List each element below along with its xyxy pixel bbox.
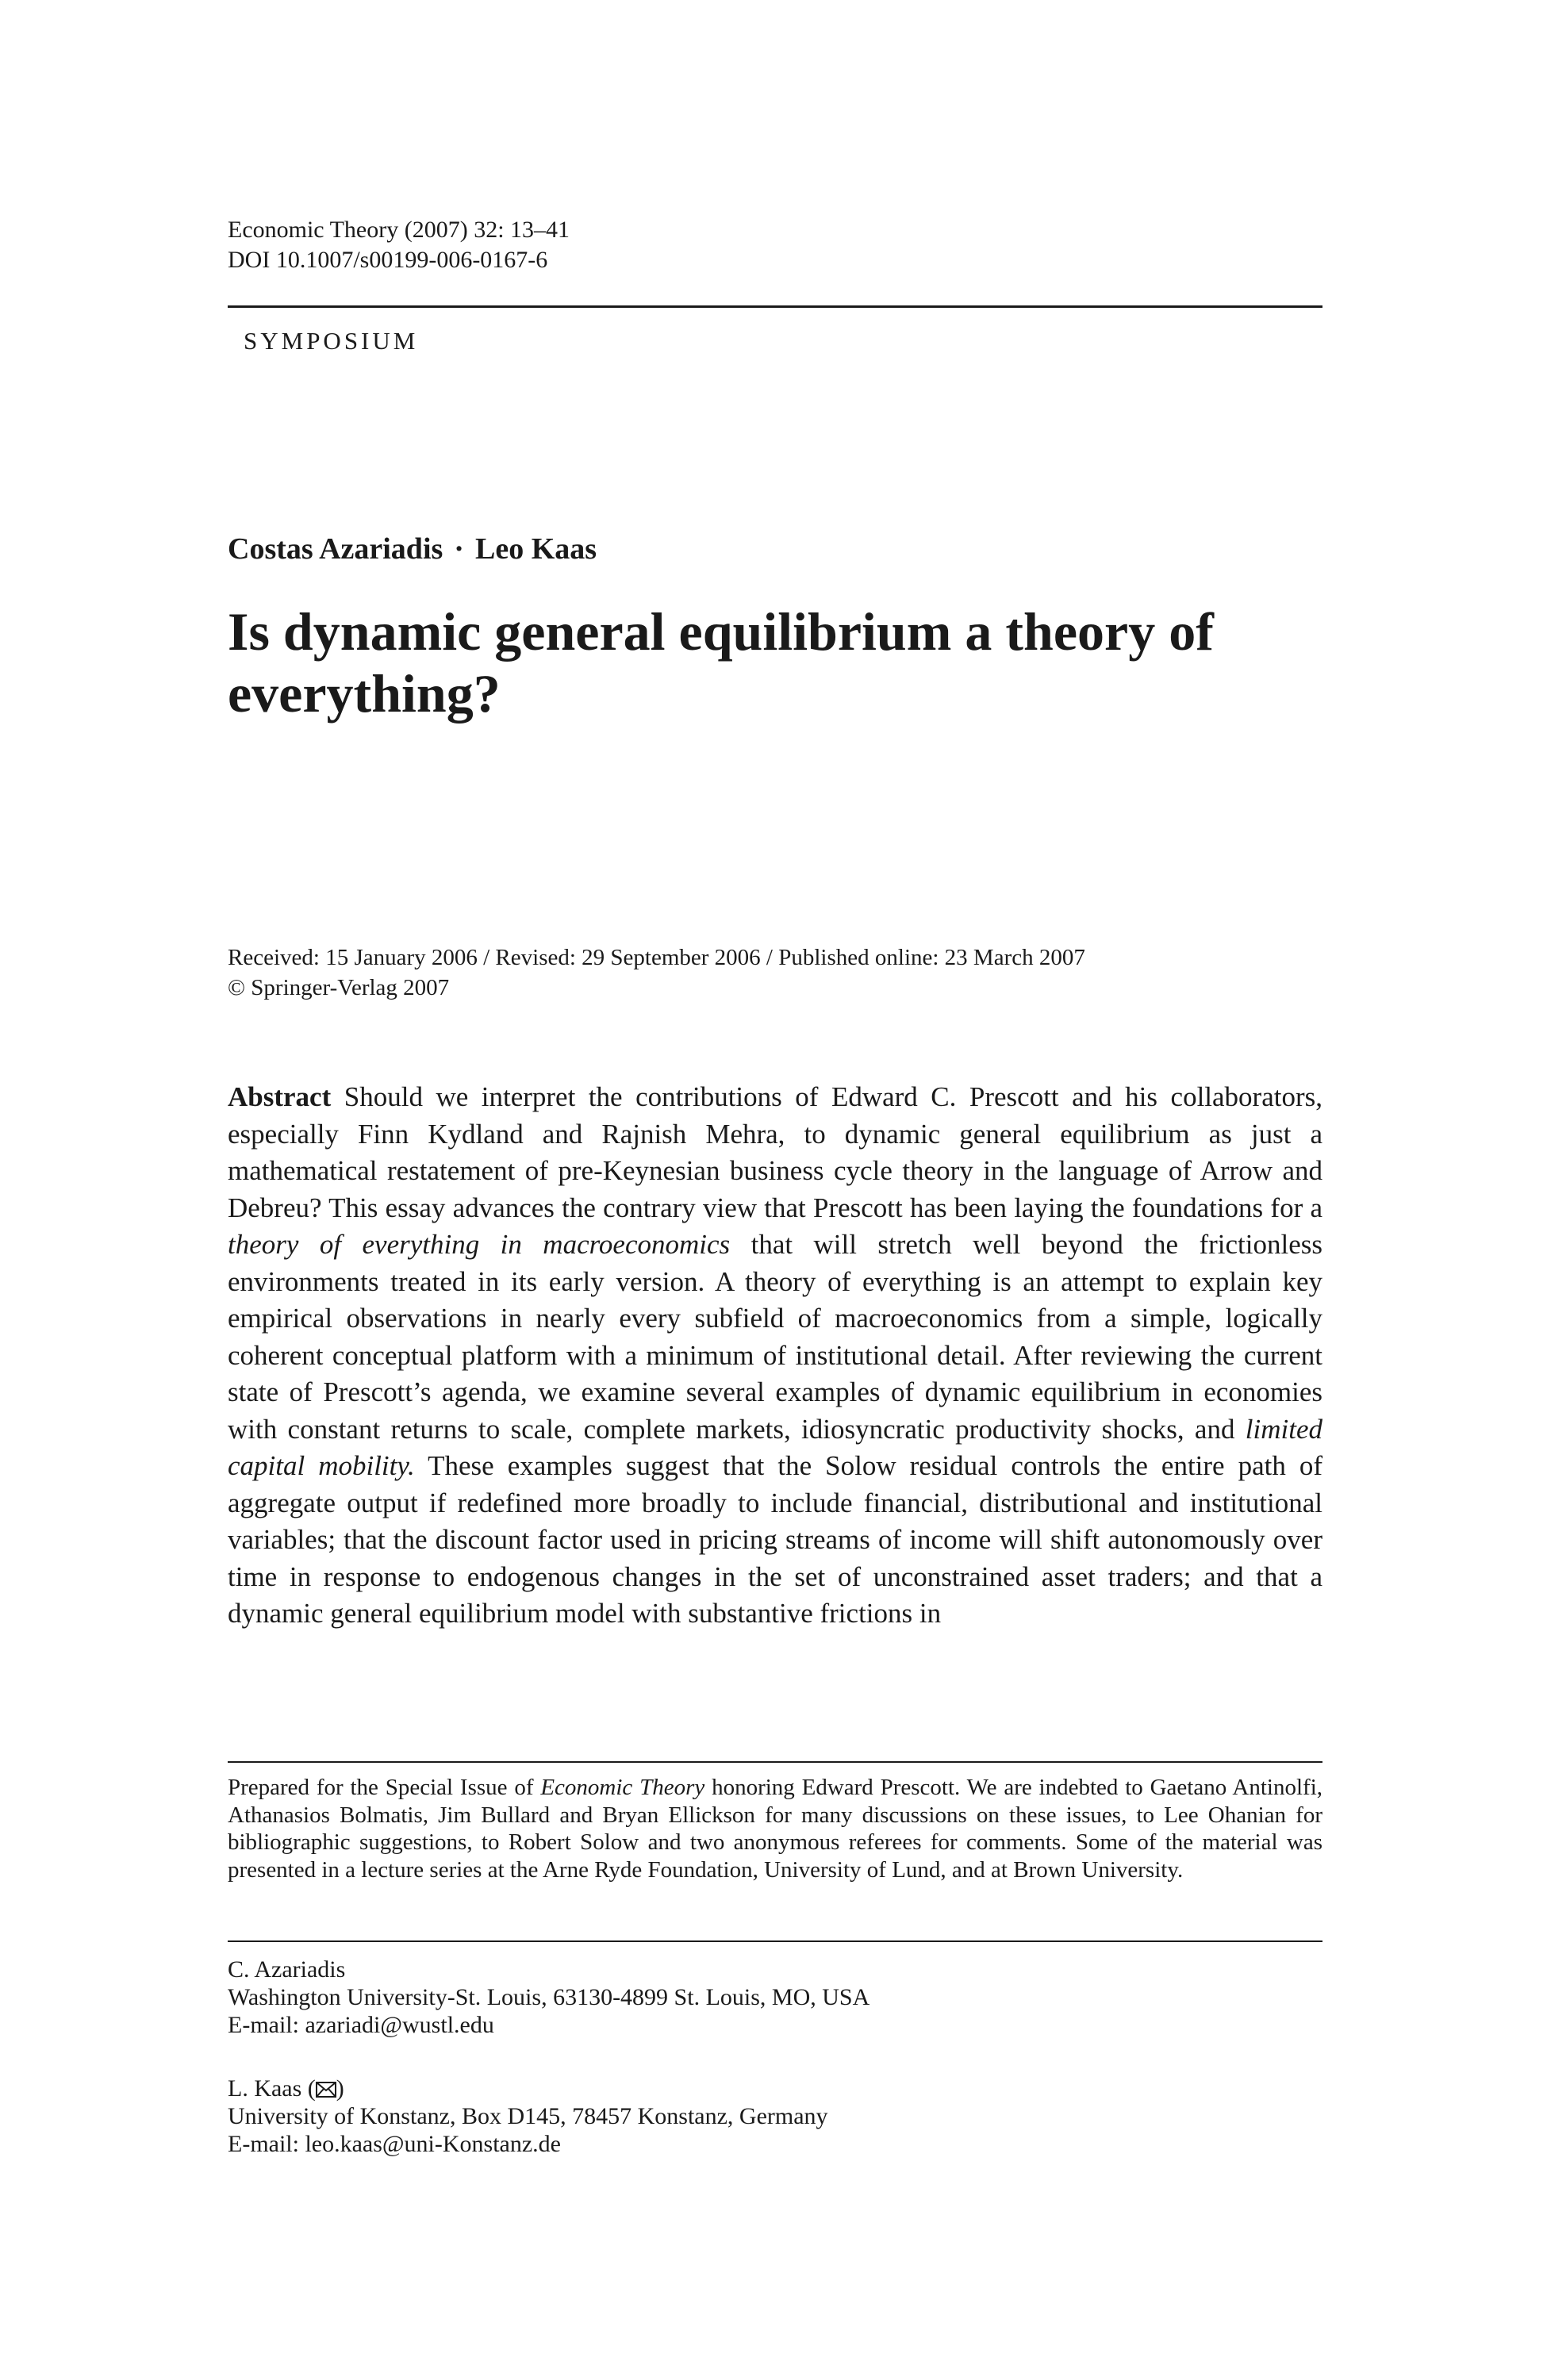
affiliation-block (228, 1956, 869, 2039)
copyright-notice: © Springer-Verlag 2007 (228, 975, 450, 1000)
paper-title: Is dynamic general equilibrium a theory of everything? (228, 601, 1214, 724)
publication-dates (228, 942, 1085, 1003)
affiliation-email[interactable]: E-mail: leo.kaas@uni-Konstanz.de (228, 2131, 561, 2157)
envelope-icon (316, 2082, 336, 2098)
abstract-text: These examples suggest that the Solow residual controls the entire path of aggregate output if redefined more broadly to include financial, distributional and institutional variables; that the discount factor used in pricing streams of income will shift autonomously over time in response to endogenous changes in the set of unconstrained asset traders; and that a dynamic general equilibrium model with substantive frictions in (228, 1450, 1323, 1629)
affiliation-block (228, 2075, 828, 2158)
abstract-text: Should we interpret the contributions of Edward C. Prescott and his collaborators, especially Finn Kydland and Rajnish Mehra, to dynamic general equilibrium as just a mathematical restatement of pre-Keynesian business cycle theory in the language of Arrow and Debreu? This essay advances the contrary view that Prescott has been laying the foundations for a (228, 1081, 1322, 1223)
affiliation-divider (228, 1940, 1322, 1942)
author-separator: · (454, 532, 464, 566)
affiliation-name-row: L. Kaas ( ) (228, 2075, 344, 2102)
header-divider (228, 305, 1322, 308)
affiliation-name: L. Kaas (228, 2075, 302, 2102)
affiliation-institution: Washington University-St. Louis, 63130-4899 St. Louis, MO, USA (228, 1984, 870, 2010)
date-history: Received: 15 January 2006 / Revised: 29 September 2006 / Published online: 23 March 2007 (228, 945, 1085, 970)
abstract-text: that will stretch well beyond the frictionless environments treated in its early version. A theory of everything is an attempt to explain key empirical observations in nearly every subfield of macroeconomics from a simple, logically coherent conceptual platform with a minimum of institutional detail. After reviewing the current state of Prescott’s agenda, we examine several examples of dynamic equilibrium in economies with constant returns to scale, complete markets, idiosyncratic productivity shocks, and (228, 1229, 1322, 1445)
journal-name: Economic Theory (540, 1775, 705, 1800)
author-name: Leo Kaas (474, 532, 597, 566)
abstract-emphasis: limited capital mobility. (228, 1413, 1322, 1481)
journal-doi: DOI 10.1007/s00199-006-0167-6 (228, 247, 548, 273)
author-name: Costas Azariadis (228, 532, 443, 566)
section-label: SYMPOSIUM (244, 327, 419, 355)
affiliation-email[interactable]: E-mail: azariadi@wustl.edu (228, 2012, 494, 2038)
footnote-text: honoring Edward Prescott. We are indebted to Gaetano Antinolfi, Athanasios Bolmatis, Jim Bullard and Bryan Ellickson for many discussions on these issues, to Lee Ohanian for bibliographic suggestions, to Robert Solow and two anonymous referees for comments. Some of the material was presented in a lecture series at the Arne Ryde Foundation, University of Lund, and at Brown University. (228, 1775, 1322, 1883)
affiliation-institution: University of Konstanz, Box D145, 78457 Konstanz, Germany (228, 2103, 828, 2129)
abstract-emphasis: theory of everything in macroeconomics (228, 1229, 731, 1260)
footnote-divider (228, 1761, 1322, 1763)
abstract (228, 1079, 1322, 1633)
journal-citation: Economic Theory (2007) 32: 13–41 (228, 217, 570, 243)
affiliation-name: C. Azariadis (228, 1956, 346, 1983)
acknowledgement-footnote (228, 1774, 1322, 1883)
author-line (228, 532, 597, 566)
footnote-text: Prepared for the Special Issue of (228, 1775, 541, 1800)
abstract-label: Abstract (228, 1081, 332, 1112)
